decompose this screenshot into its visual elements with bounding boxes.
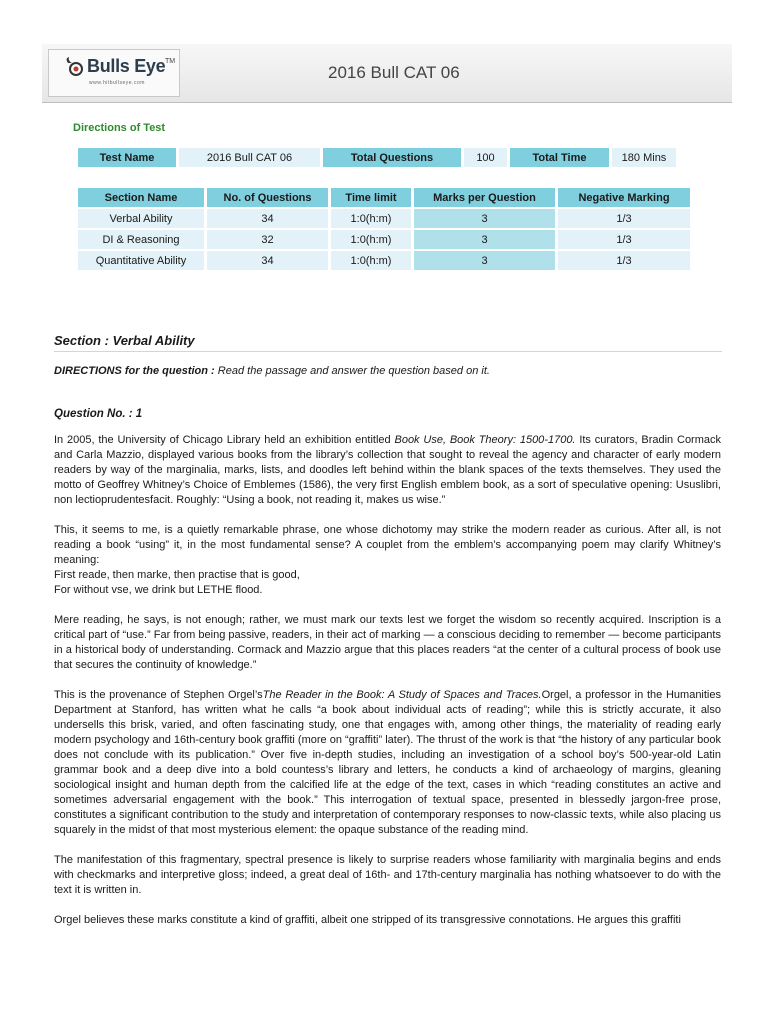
passage-paragraph: The manifestation of this fragmentary, spectral presence is likely to surprise readers whose familiarity with marginalia begins and ends with checkmarks and interpretive gloss; indeed, a great deal of 16th- and 17th-century marginalia has nothing whatsoever to do with the text it is written in. bbox=[54, 854, 721, 896]
table-row bbox=[78, 230, 693, 251]
logo-text: Bulls Eye bbox=[87, 56, 166, 76]
text-run: In 2005, the University of Chicago Library held an exhibition entitled bbox=[54, 434, 395, 446]
column-header: Negative Marking bbox=[558, 188, 693, 209]
logo-url: www.hitbullseye.com bbox=[89, 80, 145, 86]
total-time-label: Total Time bbox=[510, 148, 612, 169]
column-header: No. of Questions bbox=[207, 188, 331, 209]
table-cell: 1/3 bbox=[558, 251, 693, 272]
table-cell: 3 bbox=[414, 209, 558, 230]
table-cell: 3 bbox=[414, 230, 558, 251]
question-number: Question No. : 1 bbox=[54, 408, 143, 420]
table-cell: 34 bbox=[207, 251, 331, 272]
total-questions-label: Total Questions bbox=[323, 148, 464, 169]
table-cell: DI & Reasoning bbox=[78, 230, 207, 251]
passage-paragraph bbox=[54, 523, 721, 568]
text-run: This, it seems to me, is a quietly remarkable phrase, one whose dichotomy may strike the modern reader as curious. After all, is not reading a book “using” it, in the most fundamental sense? A couplet from the emblem’s accompanying poem may clarify Whitney’s meaning: bbox=[54, 524, 721, 566]
page-header bbox=[42, 44, 732, 103]
test-name-label: Test Name bbox=[78, 148, 179, 169]
table-cell: 32 bbox=[207, 230, 331, 251]
question-directions bbox=[54, 365, 490, 377]
table-cell: 1:0(h:m) bbox=[331, 209, 414, 230]
test-summary-table bbox=[78, 148, 679, 169]
logo-trademark: TM bbox=[165, 58, 176, 65]
book-title: Book Use, Book Theory: 1500-1700. bbox=[394, 434, 576, 446]
table-cell: 1/3 bbox=[558, 209, 693, 230]
sections-table bbox=[78, 188, 693, 272]
book-title: The Reader in the Book: A Study of Spaces and Traces. bbox=[262, 689, 542, 701]
table-row bbox=[78, 251, 693, 272]
text-run: Orgel, a professor in the Humanities Department at Stanford, has written what he calls “a book about individual acts of reading”; while this is strictly accurate, it also undersells this brisk, varied, and often fascinating study, one that engages with, among other things, the materiality of reading early modern psychology and 16th-century book graffiti (more on “graffiti” later). The thrust of the work is that “the history of any particular book does not conclude with its publication.” Over five in-depth studies, including an investigation of a school boy’s 500-year-old Latin grammar book and a deep dive into a bold countess’s library and letters, he conducts a kind of archaeology of margins, gleaning sociological insight and human depth from the calcified life at the edge of the text, cases in which “reading constitutes an active and sometimes adversarial engagement with the book.” This interrogation of textual space, presented in blessedly jargon-free prose, constitutes a significant contribution to the study and interpretation of contemporary responses to now-classic texts, while also placing us squarely in the midst of that most mysterious element: the opaque substance of the reading mind. bbox=[54, 689, 721, 836]
table-cell: 1:0(h:m) bbox=[331, 230, 414, 251]
bull-head-icon bbox=[65, 57, 87, 79]
sections-table-header bbox=[78, 188, 693, 209]
passage-paragraph bbox=[54, 433, 721, 508]
table-cell: 1/3 bbox=[558, 230, 693, 251]
column-header: Time limit bbox=[331, 188, 414, 209]
column-header: Section Name bbox=[78, 188, 207, 209]
page-title: 2016 Bull CAT 06 bbox=[328, 63, 460, 82]
passage-paragraph: Orgel believes these marks constitute a kind of graffiti, albeit one stripped of its transgressive connotations. He argues this graffiti bbox=[54, 914, 681, 926]
poem-line: First reade, then marke, then practise that is good, bbox=[54, 569, 300, 581]
directions-text: Read the passage and answer the question based on it. bbox=[217, 365, 490, 377]
total-time-value: 180 Mins bbox=[612, 148, 679, 169]
passage-paragraph: Mere reading, he says, is not enough; rather, we must mark our texts lest we forget the wisdom so recently acquired. Inscription is a critical part of “use.” Far from being passive, readers, in their act of marking — a conscious deciding to remember — become participants in a historical body of understanding. Cormack and Mazzio argue that this places readers “at the center of a cultural process of book use that secures the continuity of knowledge.” bbox=[54, 614, 721, 671]
passage-paragraph bbox=[54, 688, 721, 838]
column-header: Marks per Question bbox=[414, 188, 558, 209]
directions-label: DIRECTIONS for the question : bbox=[54, 365, 215, 377]
total-questions-value: 100 bbox=[464, 148, 510, 169]
table-cell: Verbal Ability bbox=[78, 209, 207, 230]
test-name-value: 2016 Bull CAT 06 bbox=[179, 148, 323, 169]
reading-passage bbox=[54, 433, 721, 943]
text-run: This is the provenance of Stephen Orgel’s bbox=[54, 689, 263, 701]
section-title: Section : Verbal Ability bbox=[54, 333, 195, 348]
table-cell: Quantitative Ability bbox=[78, 251, 207, 272]
poem-line: For without vse, we drink but LETHE flood. bbox=[54, 584, 263, 596]
bulls-eye-logo bbox=[48, 49, 180, 97]
directions-of-test-label: Directions of Test bbox=[73, 122, 166, 134]
text-run: Its curators, Bradin Cormack and Carla Mazzio, displayed various books from the library’s collection that sought to reveal the agency and character of early modern readers by way of the marginalia, marks, lists, and doodles left behind within the blank spaces of the texts themselves. They used the motto of Geoffrey Whitney’s Choice of Emblemes (1586), the very first English emblem book, as a sort of speculative opening: Ususlibri, non lectioprudentesfacit. Roughly: “Using a book, not reading it, makes us wise.” bbox=[54, 434, 721, 506]
table-cell: 34 bbox=[207, 209, 331, 230]
table-cell: 1:0(h:m) bbox=[331, 251, 414, 272]
table-row bbox=[78, 209, 693, 230]
table-cell: 3 bbox=[414, 251, 558, 272]
section-divider bbox=[54, 351, 722, 352]
